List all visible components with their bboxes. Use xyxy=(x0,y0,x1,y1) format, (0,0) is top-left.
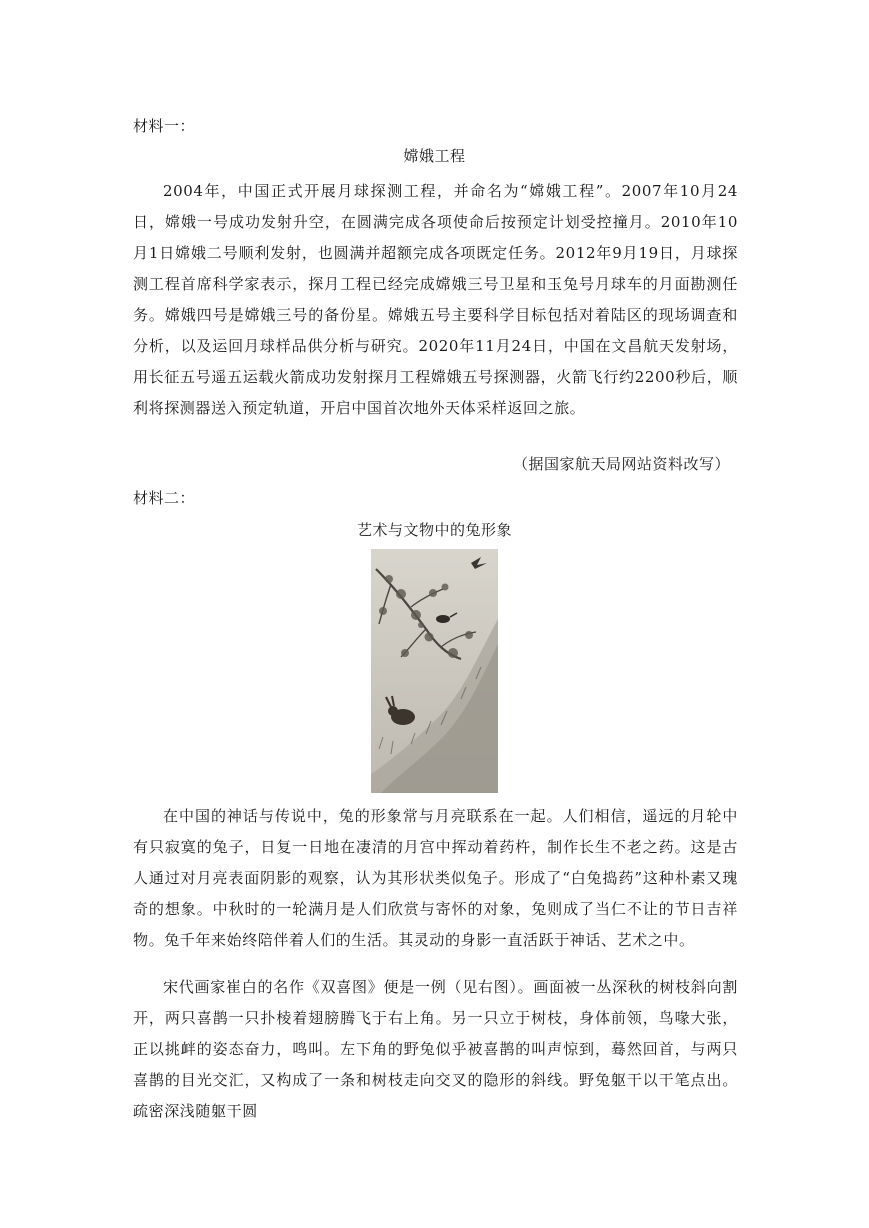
material-two-label: 材料二： xyxy=(133,489,196,507)
material-one-title: 嫦娥工程 xyxy=(403,147,466,165)
material-two-title: 艺术与文物中的兔形象 xyxy=(356,521,512,539)
material-one-source: （据国家航天局网站资料改写） xyxy=(512,455,730,473)
painting-image xyxy=(371,549,498,793)
material-two-paragraph-two: 宋代画家崔白的名作《双喜图》便是一例（见右图）。画面被一丛深秋的树枝斜向割开，两只喜鹊一只扑棱着翅膀腾飞于右上角。另一只立于树枝，身体前领，鸟喙大张，正以挑衅的姿态奋力，鸣叫。左下角的野兔似乎被喜鹊的叫声惊到，蓦然回首，与两只喜鹊的目光交汇，又构成了一条和树枝走向交叉的隐形的斜线。野兔躯干以干笔点出。疏密深浅随躯干圆 xyxy=(133,978,738,1120)
painting-shuangxitu-image xyxy=(371,549,498,793)
material-two-paragraph-one: 在中国的神话与传说中，兔的形象常与月亮联系在一起。人们相信，遥远的月轮中有只寂寞的兔子，日复一日地在凄清的月宫中挥动着药杵，制作长生不老之药。这是古人通过对月亮表面阴影的观察，认为其形状类似兔子。形成了“白兔捣药”这种朴素又瑰奇的想象。中秋时的一轮满月是人们欣赏与寄怀的对象，兔则成了当仁不让的节日吉祥物。兔千年来始终陪伴着人们的生活。其灵动的身影一直活跃于神话、艺术之中。 xyxy=(133,807,738,949)
material-one-label: 材料一： xyxy=(133,117,196,135)
material-one-paragraph: 2004年，中国正式开展月球探测工程，并命名为“嫦娥工程”。2007年10月24日，嫦娥一号成功发射升空，在圆满完成各项使命后按预定计划受控撞月。2010年10月1日嫦娥二号顺利发射，也圆满并超额完成各项既定任务。2012年9月19日，月球探测工程首席科学家表示，探月工程已经完成嫦娥三号卫星和玉兔号月球车的月面勘测任务。嫦娥四号是嫦娥三号的备份星。嫦娥五号主要科学目标包括对着陆区的现场调查和分析，以及运回月球样品供分析与研究。2020年11月24日，中国在文昌航天发射场，用长征五号遥五运载火箭成功发射探月工程嫦娥五号探测器，火箭飞行约2200秒后，顺利将探测器送入预定轨道，开启中国首次地外天体采样返回之旅。 xyxy=(133,182,738,417)
